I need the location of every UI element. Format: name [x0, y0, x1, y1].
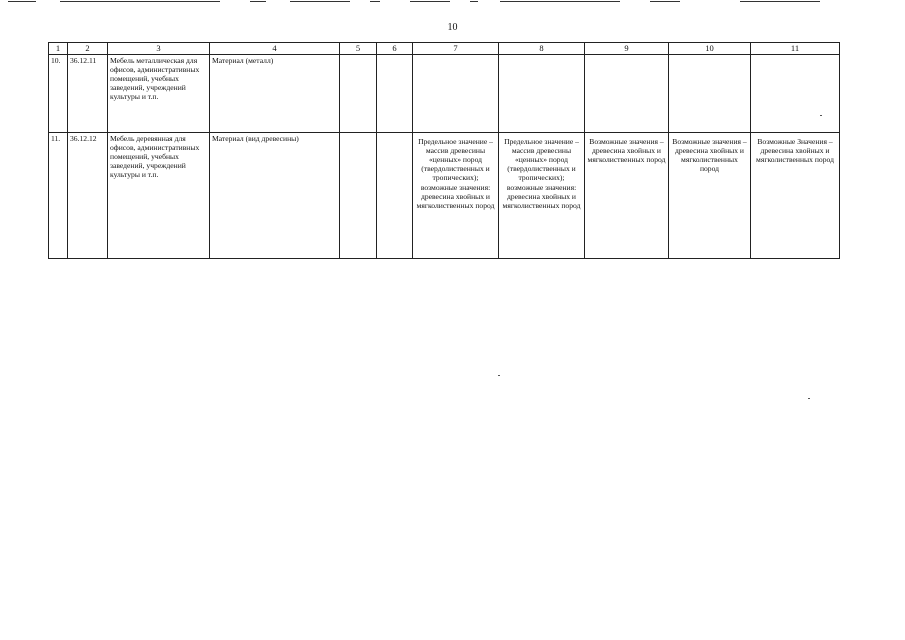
table-cell [413, 55, 499, 133]
table-cell [585, 55, 669, 133]
column-header: 2 [68, 43, 108, 55]
column-header: 11 [751, 43, 840, 55]
row-number: 10. [49, 55, 68, 133]
column-header: 10 [669, 43, 751, 55]
product-name: Мебель деревянная для офисов, административных помещений, учебных заведений, учреждений культуры и т.п. [108, 133, 210, 259]
scan-edge [0, 0, 905, 4]
characteristic: Материал (вид древесины) [210, 133, 340, 259]
possible-values-cell: Возможные Значения – древесина хвойных и мягколиственных пород [751, 133, 840, 259]
scan-speck [808, 398, 810, 399]
table-cell [340, 55, 377, 133]
table-cell [499, 55, 585, 133]
table-cell [377, 133, 413, 259]
document-table [48, 42, 840, 259]
limit-value-cell: Предельное значение – массив древесины «ценных» пород (твердолиственных и тропических); возможные значения: древесина хвойных и мягколиственных пород [413, 133, 499, 259]
table-cell [340, 133, 377, 259]
column-header: 4 [210, 43, 340, 55]
possible-values-cell: Возможные значения – древесина хвойных и мягколиственных пород [669, 133, 751, 259]
okpd-code: 36.12.11 [68, 55, 108, 133]
table-cell [377, 55, 413, 133]
okpd-code: 36.12.12 [68, 133, 108, 259]
table-row [49, 133, 840, 259]
column-header: 5 [340, 43, 377, 55]
scan-speck [820, 115, 822, 116]
column-header: 1 [49, 43, 68, 55]
limit-value-cell: Предельное значение – массив древесины «ценных» пород (твердолиственных и тропических); возможные значения: древесина хвойных и мягколиственных пород [499, 133, 585, 259]
column-header: 9 [585, 43, 669, 55]
row-number: 11. [49, 133, 68, 259]
column-header: 3 [108, 43, 210, 55]
table-header-row [49, 43, 840, 55]
page-number: 10 [447, 22, 458, 33]
table-cell [751, 55, 840, 133]
column-header: 7 [413, 43, 499, 55]
characteristic: Материал (металл) [210, 55, 340, 133]
possible-values-cell: Возможные значения – древесина хвойных и мягколиственных пород [585, 133, 669, 259]
scan-speck [498, 375, 500, 376]
column-header: 6 [377, 43, 413, 55]
product-name: Мебель металлическая для офисов, административных помещений, учебных заведений, учреждений культуры и т.п. [108, 55, 210, 133]
column-header: 8 [499, 43, 585, 55]
table-cell [669, 55, 751, 133]
table-row [49, 55, 840, 133]
